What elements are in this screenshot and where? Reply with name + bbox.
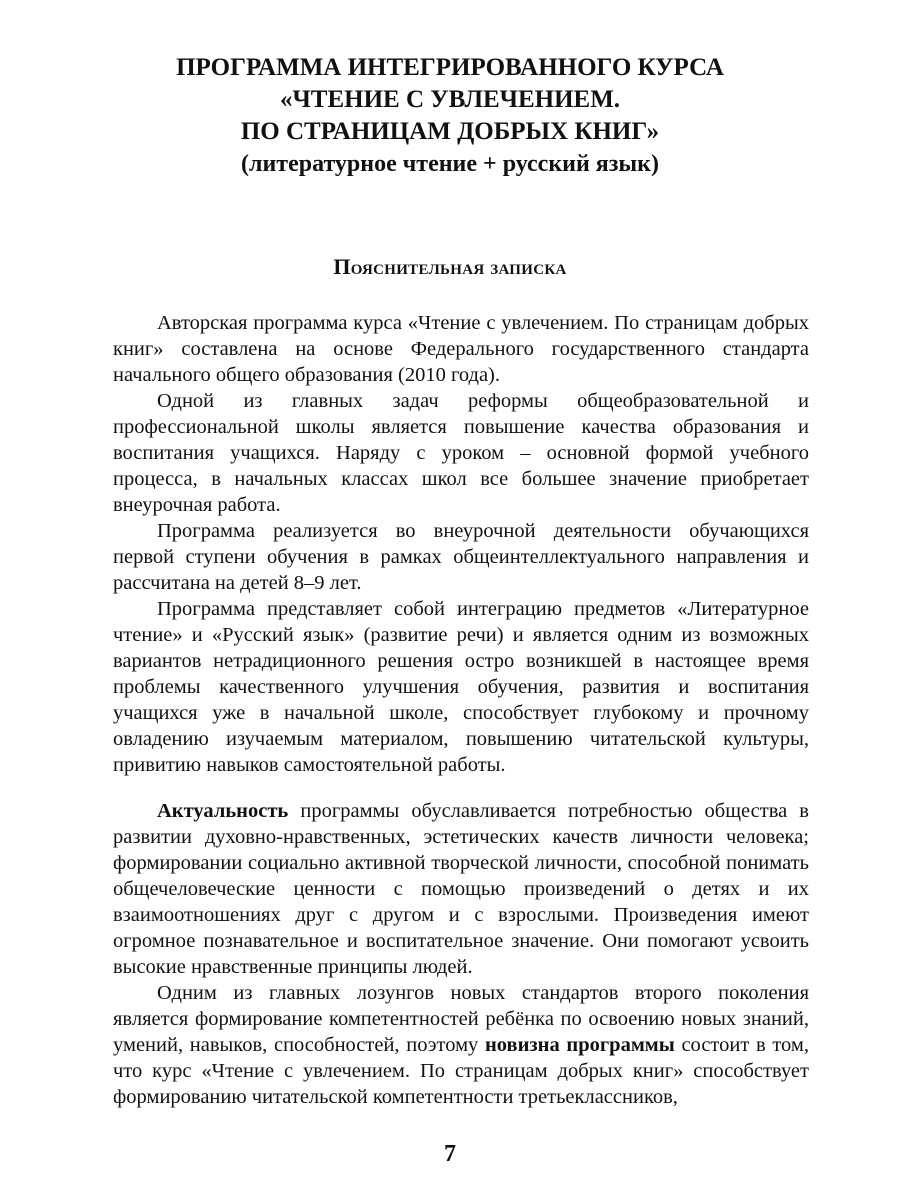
title-line-1: ПРОГРАММА ИНТЕГРИРОВАННОГО КУРСА [176, 54, 724, 81]
intro-text-block [113, 310, 809, 778]
paragraph-relevance [113, 798, 809, 980]
paragraph-integration: Программа представляет собой интеграцию предметов «Литературное чтение» и «Русский язык» (развитие речи) и является одним из возможных вариантов нетрадиционного решения остро возникшей в настоящее время проблемы качественного улучшения обучения, развития и воспитания учащихся уже в начальной школе, способствует глубокому и прочному овладению изучаемым материалом, повышению читательской культуры, привитию навыков самостоятельной работы. [113, 598, 809, 776]
novelty-text-before: Одним из главных лозунгов новых стандартов второго поколения является формирование компетентностей ребёнка по освоению новых знаний, умений, навыков, способностей, поэтому [113, 982, 809, 1056]
relevance-term: Актуальность [157, 800, 289, 822]
paragraph-implementation: Программа реализуется во внеурочной деятельности обучающихся первой ступени обучения в рамках общеинтеллектуального направления и рассчитана на детей 8–9 лет. [113, 520, 809, 594]
title-line-2: «ЧТЕНИЕ С УВЛЕЧЕНИЕМ. [279, 86, 621, 113]
paragraph-novelty [113, 980, 809, 1110]
document-title [100, 52, 800, 180]
novelty-text-after: состоит в том, что курс «Чтение с увлечением. По страницам добрых книг» способствует формированию читательской компетентности третьеклассников, [113, 1034, 809, 1108]
paragraph-reform-tasks: Одной из главных задач реформы общеобразовательной и профессиональной школы является повышение качества образования и воспитания учащихся. Наряду с уроком – основной формой учебного процесса, в начальных классах школ все большее значение приобретает внеурочная работа. [113, 390, 809, 516]
title-subtitle: (литературное чтение + русский язык) [241, 151, 659, 177]
relevance-text-block [113, 798, 809, 1110]
novelty-term: новизна программы [484, 1034, 675, 1056]
relevance-text: программы обуславливается потребностью общества в развитии духовно-нравственных, эстетических качеств личности человека; формировании социально активной творческой личности, способной понимать общечеловеческие ценности с помощью произведений о детях и их взаимоотношениях друг с другом и с взрослыми. Произведения имеют огромное познавательное и воспитательное значение. Они помогают усвоить высокие нравственные принципы людей. [113, 800, 809, 978]
title-line-3: ПО СТРАНИЦАМ ДОБРЫХ КНИГ» [240, 118, 660, 145]
page-number: 7 [444, 1141, 456, 1167]
paragraph-author-program: Авторская программа курса «Чтение с увлечением. По страницам добрых книг» составлена на основе Федерального государственного стандарта начального общего образования (2010 года). [113, 312, 809, 386]
section-heading: Пояснительная записка [333, 254, 567, 279]
